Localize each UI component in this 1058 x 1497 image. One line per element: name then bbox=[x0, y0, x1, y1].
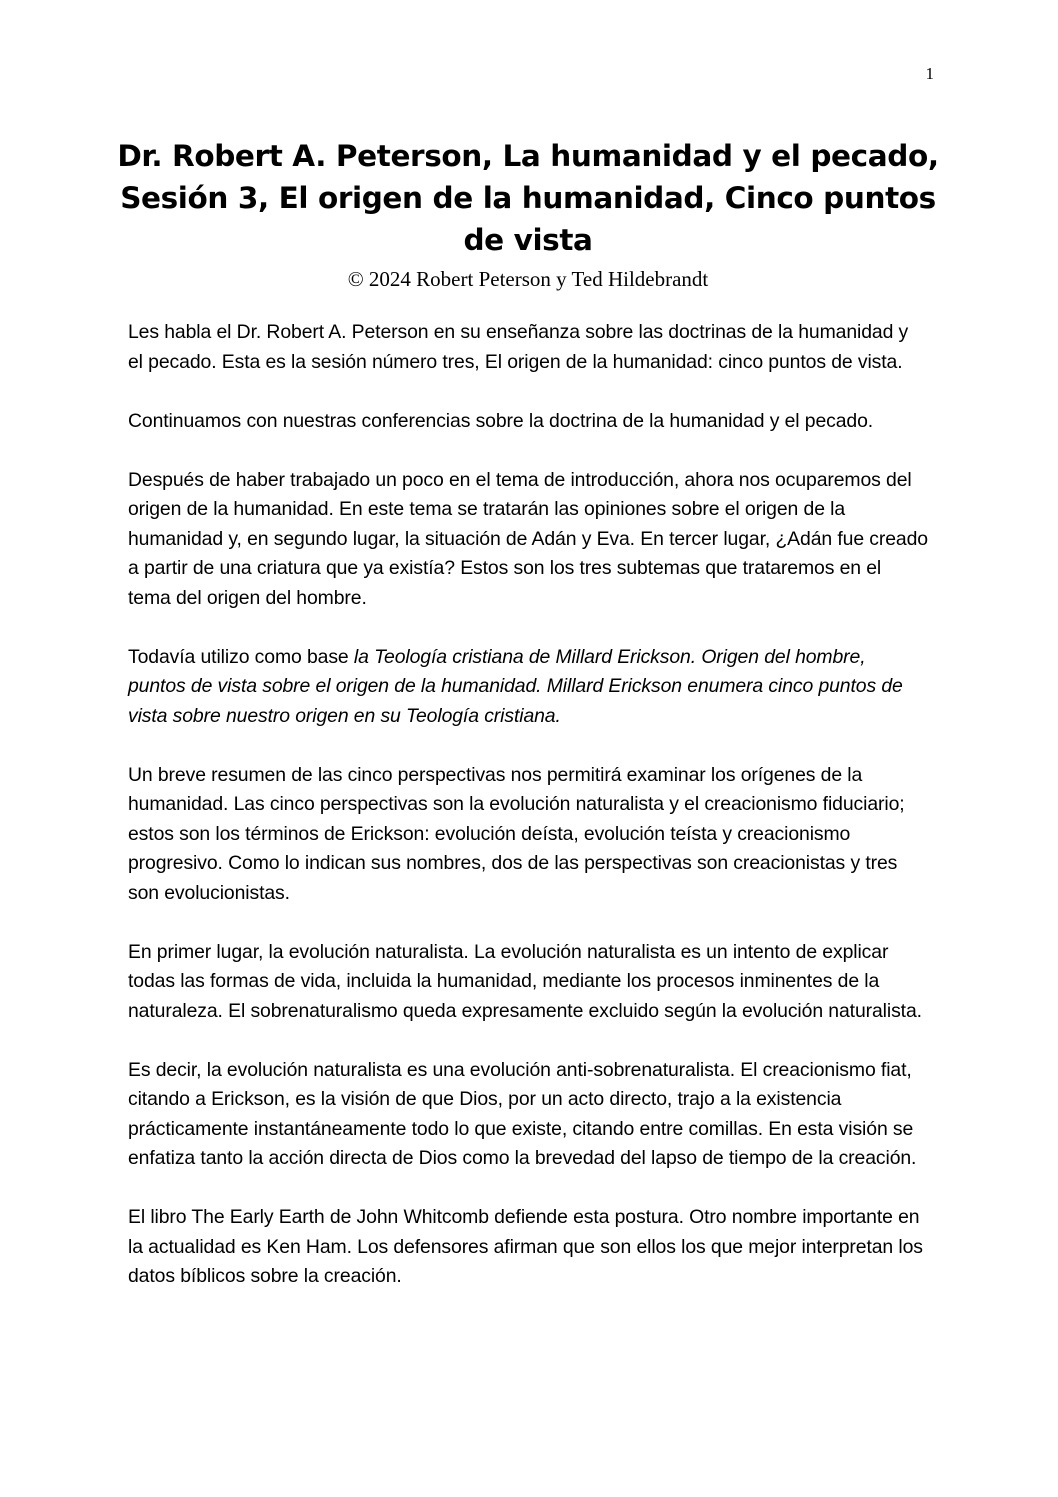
paragraph-8: El libro The Early Earth de John Whitcomb defiende esta postura. Otro nombre importante en la actualidad es Ken Ham. Los defensores afirman que son ellos los que mejor interpretan los datos bíblicos sobre la creación. bbox=[128, 1206, 923, 1287]
paragraph-4 bbox=[128, 643, 928, 732]
paragraph-6: En primer lugar, la evolución naturalista. La evolución naturalista es un intento de explicar todas las formas de vida, incluida la humanidad, mediante los procesos inminentes de la naturaleza. El sobrenaturalismo queda expresamente excluido según la evolución naturalista. bbox=[128, 940, 922, 1022]
paragraph-2: Continuamos con nuestras conferencias sobre la doctrina de la humanidad y el pecado. bbox=[128, 409, 874, 432]
paragraph-4-italic: la Teología cristiana de Millard Erickson. Origen del hombre, puntos de vista sobre el origen de la humanidad. Millard Erickson enumera cinco puntos de vista sobre nuestro origen en su Teología cristiana. bbox=[128, 645, 903, 727]
paragraph-1: Les habla el Dr. Robert A. Peterson en su enseñanza sobre las doctrinas de la humanidad y el pecado. Esta es la sesión número tres, El origen de la humanidad: cinco puntos de vista. bbox=[128, 321, 909, 373]
paragraph-4-plain: Todavía utilizo como base bbox=[128, 645, 354, 668]
document-body bbox=[128, 318, 928, 1321]
document-title: Dr. Robert A. Peterson, La humanidad y el pecado, Sesión 3, El origen de la humanidad, Cinco puntos de vista bbox=[117, 139, 939, 257]
copyright-line: © 2024 Robert Peterson y Ted Hildebrandt bbox=[347, 267, 709, 291]
paragraph-3: Después de haber trabajado un poco en el tema de introducción, ahora nos ocuparemos del origen de la humanidad. En este tema se tratarán las opiniones sobre el origen de la humanidad y, en segundo lugar, la situación de Adán y Eva. En tercer lugar, ¿Adán fue creado a partir de una criatura que ya existía? Estos son los tres subtemas que trataremos en el tema del origen del hombre. bbox=[128, 468, 928, 609]
page-number: 1 bbox=[925, 64, 934, 83]
paragraph-7: Es decir, la evolución naturalista es una evolución anti-sobrenaturalista. El creacionismo fiat, citando a Erickson, es la visión de que Dios, por un acto directo, trajo a la existencia prácticamente instantáneamente todo lo que existe, citando entre comillas. En esta visión se enfatiza tanto la acción directa de Dios como la brevedad del lapso de tiempo de la creación. bbox=[128, 1058, 917, 1169]
paragraph-5: Un breve resumen de las cinco perspectivas nos permitirá examinar los orígenes de la humanidad. Las cinco perspectivas son la evolución naturalista y el creacionismo fiduciario; estos son los términos de Erickson: evolución deísta, evolución teísta y creacionismo progresivo. Como lo indican sus nombres, dos de las perspectivas son creacionistas y tres son evolucionistas. bbox=[128, 763, 905, 904]
